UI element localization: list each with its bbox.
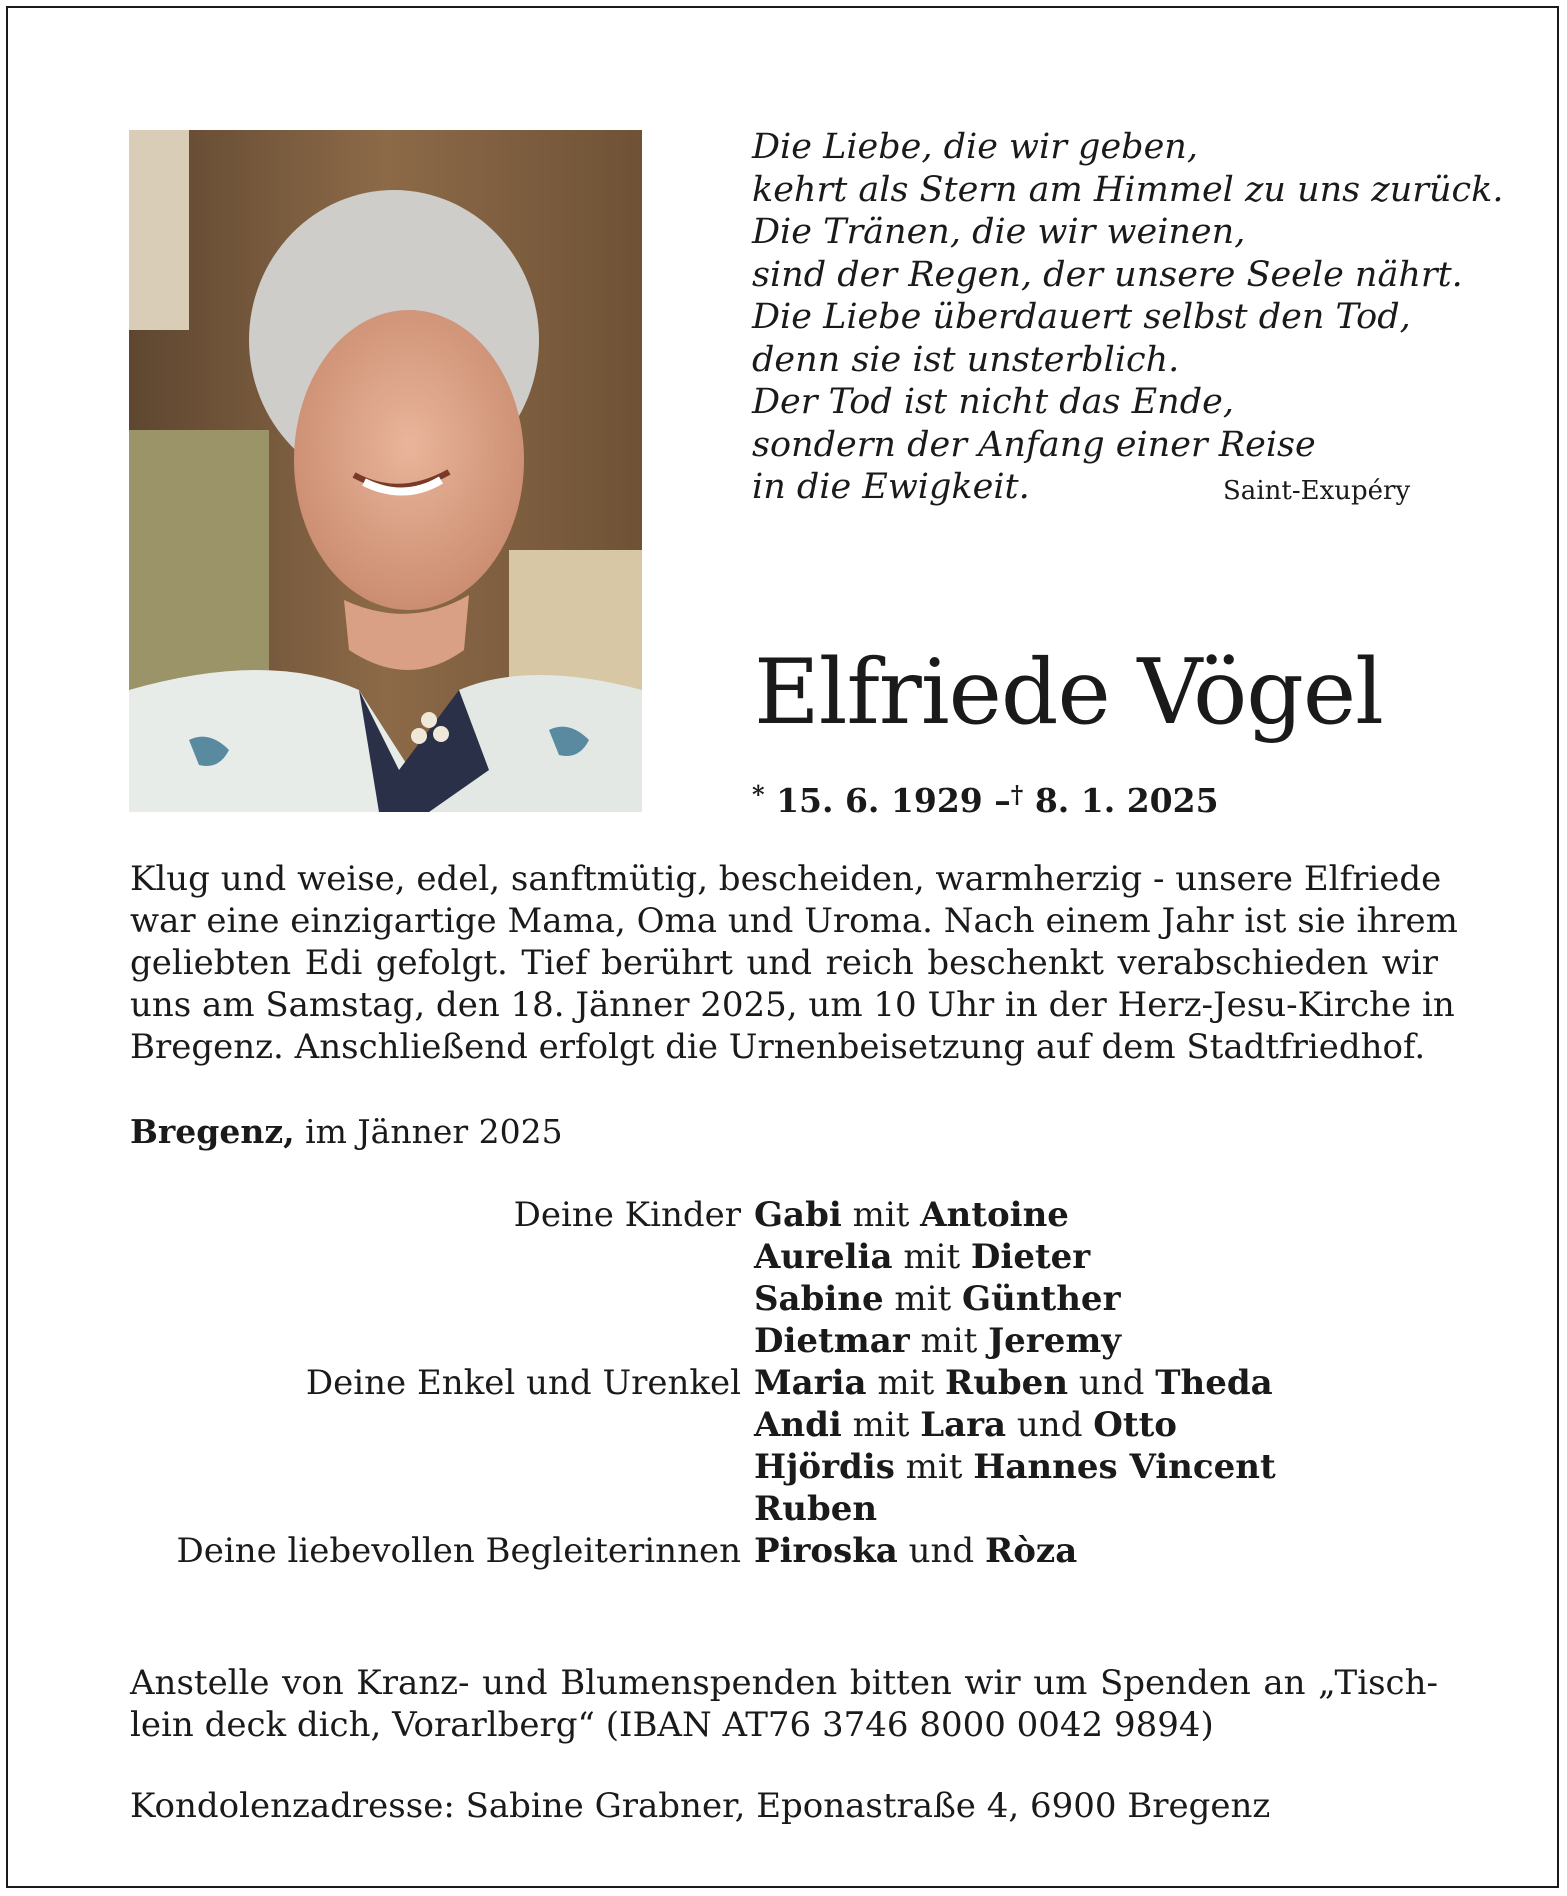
poem-line: Der Tod ist nicht das Ende, [752, 382, 1234, 422]
death-date: 8. 1. 2025 [1034, 781, 1219, 820]
mourner-names [754, 1321, 1121, 1361]
connector-word: und [1068, 1363, 1156, 1403]
connector-word: mit [894, 1447, 974, 1487]
birth-mark: * [752, 780, 765, 809]
connector-word: und [897, 1531, 985, 1571]
poem-line: kehrt als Stern am Himmel zu uns zurück. [752, 169, 1504, 210]
mourner-name: Gabi [754, 1195, 842, 1235]
poem-line: sondern der Anfang einer Reise [752, 424, 1316, 465]
mourner-row [0, 1447, 1567, 1489]
poem-author: Saint-Exupéry [1223, 476, 1411, 506]
connector-word: und [1006, 1405, 1094, 1445]
mourner-name: Lara [920, 1405, 1007, 1445]
condolence-address: Kondolenzadresse: Sabine Grabner, Eponastraße 4, 6900 Bregenz [130, 1786, 1271, 1826]
poem-line: in die Ewigkeit. [752, 467, 1030, 507]
mourner-name: Hannes Vincent [973, 1447, 1276, 1487]
mourner-row [0, 1195, 1567, 1237]
mourner-name: Piroska [754, 1531, 898, 1571]
poem-line: Die Tränen, die wir weinen, [752, 212, 1246, 252]
mourner-group-label: Deine liebevollen Begleiterinnen [176, 1531, 741, 1571]
mourner-row [0, 1321, 1567, 1363]
donation-note [130, 1662, 1438, 1746]
portrait-photo [129, 130, 642, 812]
mourner-group-label: Deine Enkel und Urenkel [305, 1363, 741, 1403]
mourner-names [754, 1447, 1276, 1487]
mourner-name: Ròza [985, 1531, 1078, 1571]
connector-word: mit [909, 1321, 989, 1361]
mourner-names [754, 1531, 1077, 1571]
mourner-name: Ruben [754, 1489, 878, 1529]
life-dates [752, 780, 1219, 820]
mourner-row [0, 1531, 1567, 1573]
donation-line: Anstelle von Kranz- und Blumenspenden bitten wir um Spenden an „Tisch- [130, 1663, 1438, 1703]
mourner-names [754, 1279, 1120, 1319]
connector-word: mit [892, 1237, 971, 1277]
poem-line: Die Liebe überdauert selbst den Tod, [752, 297, 1411, 337]
mourner-group-label: Deine Kinder [513, 1195, 741, 1235]
poem [752, 126, 1504, 509]
connector-word: mit [883, 1279, 963, 1319]
mourner-name: Antoine [920, 1195, 1069, 1235]
mourner-row [0, 1489, 1567, 1531]
mourner-row [0, 1363, 1567, 1405]
obituary-line: war eine einzigartige Mama, Oma und Uroma. Nach einem Jahr ist sie ihrem [130, 901, 1458, 941]
mourner-name: Otto [1093, 1405, 1177, 1445]
mourner-name: Hjördis [754, 1447, 895, 1487]
mourner-name: Aurelia [754, 1237, 893, 1277]
obituary-line: uns am Samstag, den 18. Jänner 2025, um 10 Uhr in der Herz-Jesu-Kirche in [130, 985, 1455, 1025]
mourner-name: Ruben [944, 1363, 1069, 1403]
mourner-names [754, 1405, 1177, 1445]
poem-line: denn sie ist unsterblich. [752, 339, 1180, 380]
obituary-line: Bregenz. Anschließend erfolgt die Urnenbeisetzung auf dem Stadtfriedhof. [130, 1027, 1426, 1067]
mourner-name: Jeremy [988, 1321, 1122, 1361]
donation-line: lein deck dich, Vorarlberg“ (IBAN AT76 3746 8000 0042 9894) [130, 1705, 1214, 1745]
connector-word: mit [841, 1405, 921, 1445]
obituary-line: Klug und weise, edel, sanftmütig, bescheiden, warmherzig - unsere Elfriede [130, 859, 1442, 899]
mourner-name: Dietmar [754, 1321, 910, 1361]
obituary-line: geliebten Edi gefolgt. Tief berührt und reich beschenkt verabschieden wir [130, 943, 1438, 983]
mourner-names [754, 1237, 1090, 1277]
place-date [130, 1112, 563, 1151]
date-separator: – [994, 781, 1011, 820]
mourner-name: Sabine [754, 1279, 884, 1319]
poem-line: sind der Regen, der unsere Seele nährt. [752, 254, 1463, 295]
connector-word: mit [841, 1195, 921, 1235]
mourner-row [0, 1405, 1567, 1447]
place: Bregenz, [130, 1112, 295, 1151]
deceased-name: Elfriede Vögel [754, 640, 1383, 745]
mourner-name: Andi [754, 1405, 842, 1445]
mourner-name: Günther [962, 1279, 1121, 1319]
connector-word: mit [866, 1363, 945, 1403]
mourner-names [754, 1489, 877, 1529]
mourner-name: Theda [1155, 1363, 1273, 1403]
birth-date: 15. 6. 1929 [776, 781, 983, 820]
mourner-row [0, 1237, 1567, 1279]
mourner-name: Dieter [970, 1237, 1091, 1277]
death-mark: † [1010, 780, 1024, 809]
mourner-names [754, 1195, 1069, 1235]
mourner-names [754, 1363, 1273, 1403]
obituary-text [130, 858, 1458, 1068]
mourner-row [0, 1279, 1567, 1321]
date: im Jänner 2025 [305, 1112, 563, 1151]
poem-line: Die Liebe, die wir geben, [752, 127, 1198, 167]
mourner-name: Maria [754, 1363, 867, 1403]
mourners-list [0, 1195, 1567, 1573]
